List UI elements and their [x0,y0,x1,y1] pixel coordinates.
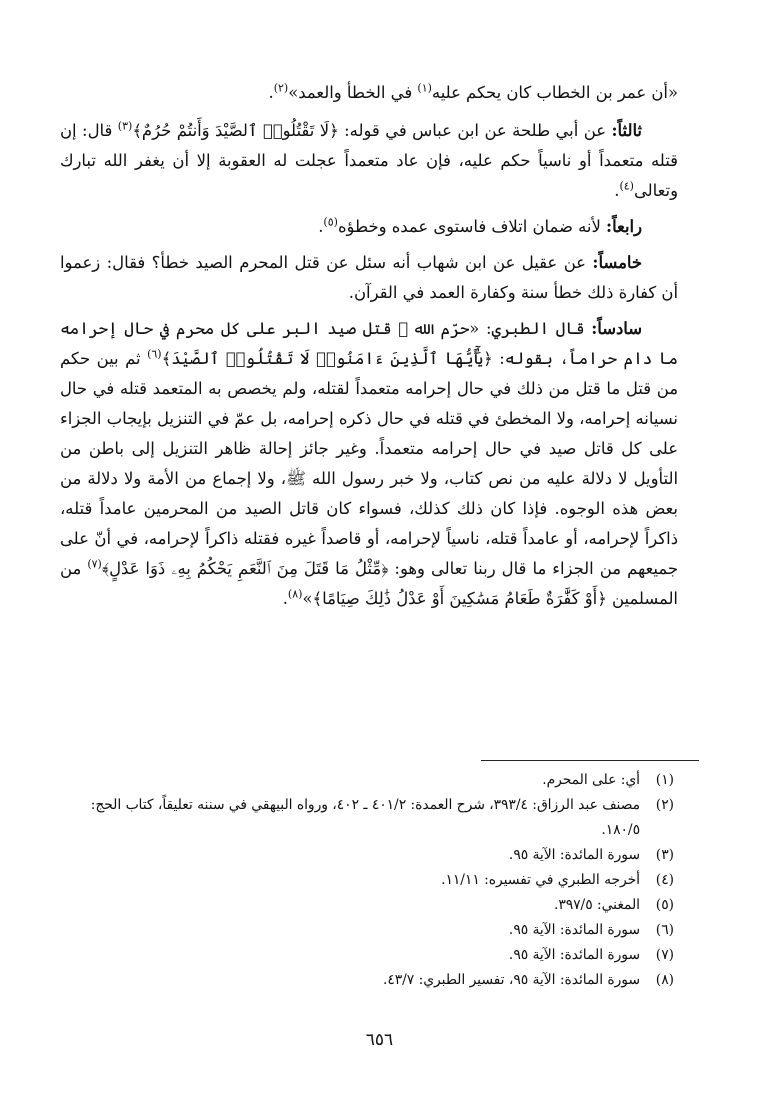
footnote-number: (٦) [655,922,674,938]
paragraph-text: . [282,589,288,608]
paragraph-text: لأنه ضمان اتلاف فاستوى عمده وخطؤه [337,217,607,236]
main-text [60,78,678,614]
footnote-ref[interactable]: (١) [417,81,432,95]
footnote [60,843,678,868]
footnote-text: سورة المائدة: الآية ٩٥. [508,847,640,863]
footnote-text: سورة المائدة: الآية ٩٥. [508,947,640,963]
paragraph-lead: رابعاً: [606,217,642,236]
page-number: ٦٥٦ [365,1030,394,1050]
footnote-number: (٢) [655,797,674,813]
footnote-ref[interactable]: (٦) [147,347,162,361]
footnote-text: أخرجه الطبري في تفسيره: ١١/١١. [441,872,640,888]
paragraph-fourth [60,212,678,242]
footnote [60,793,678,843]
paragraph-text: عن أبي طلحة عن ابن عباس في قوله: ﴿لَا تَقْتُلُوا۟ ٱلصَّيْدَ وَأَنتُمْ حُرُمٌ﴾ [132,121,612,140]
footnote-ref[interactable]: (٤) [619,179,634,193]
footnote [60,943,678,968]
footnote-number: (٣) [655,847,674,863]
paragraph-text: قال: إن قتله متعمداً أو ناسياً حكم عليه، فإن عاد متعمداً عجلت له العقوبة إلا أن يغفر الله تبارك وتعالى [60,121,678,200]
paragraph-text: من المسلمين ﴿أَوْ كَفَّٰرَةٌ طَعَامُ مَسَٰكِينَ أَوْ عَدْلُ ذَٰلِكَ صِيَامًا﴾» [60,559,678,608]
footnote-text: سورة المائدة: الآية ٩٥، تفسير الطبري: ٤٣/٧. [382,972,640,988]
paragraph-text: . [614,181,620,200]
footnote-number: (١) [655,772,674,788]
paragraph-text: ثم بين حكم من قتل ما قتل من ذلك في حال إحرامه متعمداً لقتله، ولم يخصص به المتعمد قتله في حال نسيانه إحرامه، ولا المخطئ في قتله في حال ذكره إحرامه، بل عمّ في التنزيل بإيجاب الجزاء على كل قاتل صيد في حال إحرامه متعمداً. وغير جائز إحالة ظاهر التنزيل إلى باطن من التأويل لا دلالة عليه من نص كتاب، ولا خبر رسول الله ﷺ، ولا إجماع من الأمة ولا دلالة من بعض هذه الوجوه. فإذا كان ذلك كذلك، فسواء كان قاتل الصيد من المحرمين عامداً قتله، ذاكراً لإحرامه، أو عامداً قتله، ناسياً لإحرامه، أو قاصداً غيره فقتله ذاكراً لإحرامه، في أنّ على جميعهم من الجزاء ما قال ربنا تعالى وهو: ﴿مِّثْلُ مَا قَتَلَ مِنَ ٱلنَّعَمِ يَحْكُمُ بِهِۦ ذَوَا عَدْلٍ﴾ [60,349,678,578]
footnote [60,918,678,943]
footnote-ref[interactable]: (٢) [273,81,289,95]
footnote [60,893,678,918]
paragraph-text: . [318,217,324,236]
paragraph-text: في الخطأ والعمد» [288,83,418,102]
footnote-ref[interactable]: (٣) [117,119,133,133]
paragraph-text: . [268,83,274,102]
paragraph-fifth [60,248,678,308]
footnote-ref[interactable]: (٨) [287,587,303,601]
footnote-ref[interactable]: (٧) [87,557,102,571]
footnote [60,868,678,893]
footnote [60,768,678,793]
footnote-text: مصنف عبد الرزاق: ٣٩٣/٤، شرح العمدة: ٤٠١/٢ ـ ٤٠٢، ورواه البيهقي في سننه تعليقاً، كتاب الحج: ١٨٠/٥. [90,797,640,838]
paragraph-lead: ثالثاً: [611,121,642,140]
page-body [60,78,678,620]
paragraph-text: عن عقيل عن ابن شهاب أنه سئل عن قتل المحرم الصيد خطأ؟ فقال: زعموا أن كفارة ذلك خطأ سنة وكفارة العمد في القرآن. [60,253,678,302]
footnote-ref[interactable]: (٥) [323,215,338,229]
paragraph-lead: سادساً: [591,319,642,338]
paragraph-quote-umar [60,78,678,108]
paragraph-lead: خامساً: [592,253,642,272]
footnote-number: (٤) [655,872,674,888]
footnote-text: سورة المائدة: الآية ٩٥. [508,922,640,938]
footnote-number: (٧) [655,947,674,963]
footnote-text: المغني: ٣٩٧/٥. [553,897,640,913]
footnote-number: (٨) [655,972,674,988]
paragraph-third [60,116,678,206]
footnote-divider [481,760,699,761]
paragraph-text: قال الطبري: «حرّم الله ﷺ قتل صيد البر على كل محرم في حال إحرامه ما دام حراماً، بقوله: ﴿يَٰٓأَيُّهَا ٱلَّذِينَ ءَامَنُوا۟ لَا تَقْتُلُوا۟ ٱلصَّيْدَ﴾ [60,319,678,368]
footnote-text: أي: على المحرم. [542,772,640,788]
footnotes [60,768,678,993]
footnote-number: (٥) [655,897,674,913]
paragraph-sixth [60,314,678,614]
footnote [60,968,678,993]
paragraph-text: «أن عمر بن الخطاب كان يحكم عليه [431,83,678,102]
